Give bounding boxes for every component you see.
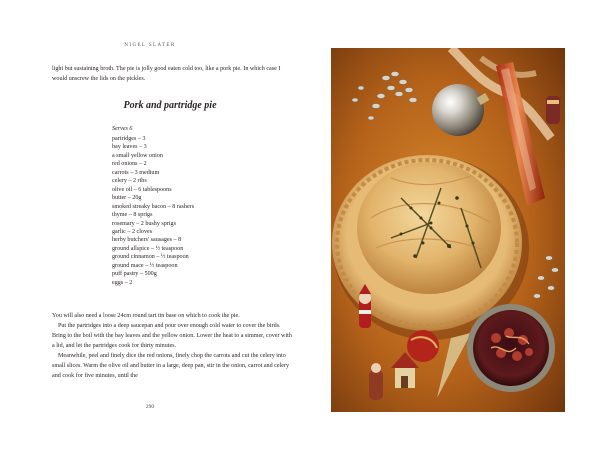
ingredient-item: ground cinnamon – ½ teaspoon [112, 254, 189, 261]
ingredient-item: carrots – 3 medium [112, 169, 160, 176]
ingredient-item: eggs – 2 [112, 279, 133, 286]
ingredient-item: partridges – 3 [112, 136, 146, 142]
ingredient-item: smoked streaky bacon – 8 rashers [112, 203, 195, 210]
red-bauble-icon [407, 330, 439, 362]
ingredient-item: bay leaves – 3 [112, 144, 147, 151]
method-text [52, 311, 292, 381]
ingredient-item: a small yellow onion [112, 152, 163, 159]
page-number: 290 [145, 404, 155, 410]
ingredient-item: butter – 20g [112, 195, 142, 202]
ingredient-item: red onions – 2 [112, 161, 147, 168]
ingredient-item: ground mace – ½ teaspoon [112, 262, 178, 269]
method-paragraph: Put the partridges into a deep saucepan and pour over enough cold water to cover the birds. Bring to the boil with the bay leaves and the yellow onion. Lower the heat to a simmer, cover with a lid, and let the partridges cook for thirty minutes. [52, 323, 292, 349]
pie-dome [357, 162, 501, 294]
ingredient-item: rosemary – 2 bushy sprigs [112, 220, 176, 227]
method-paragraph: You will also need a loose 24cm round tart tin base on which to cook the pie. [52, 313, 240, 319]
bauble-icon [432, 84, 484, 136]
ingredient-item: celery – 2 ribs [112, 178, 147, 185]
ingredient-item: thyme – 8 sprigs [112, 212, 153, 219]
serves-label: Serves 6 [112, 126, 133, 132]
ingredient-list [112, 135, 194, 287]
figure-ornament-icon [369, 370, 383, 400]
ingredient-item: herby butchers' sausages – 8 [112, 237, 182, 244]
ingredient-item: olive oil – 6 tablespoons [112, 186, 172, 193]
ingredient-item: garlic – 2 cloves [112, 228, 153, 235]
running-head: NIGEL SLATER [124, 43, 176, 48]
intro-paragraph: light but sustaining broth. The pie is jolly good eaten cold too, like a pork pie. In which case I would unscrew the lids on the pickles. [52, 66, 281, 83]
pie-photo-illustration [331, 48, 565, 412]
pie-photo [331, 48, 565, 412]
method-paragraph: Meanwhile, peel and finely dice the red onions, finely chop the carrots and cut the celery into small slices. Warm the olive oil and butter in a large, deep pan, stir in the onion, carrot and celery and cook for five minutes, until the [52, 353, 290, 379]
ingredient-item: puff pastry – 500g [112, 271, 157, 278]
recipe-title: Pork and partridge pie [123, 100, 217, 111]
ingredient-item: ground allspice – ½ teaspoon [112, 245, 184, 252]
